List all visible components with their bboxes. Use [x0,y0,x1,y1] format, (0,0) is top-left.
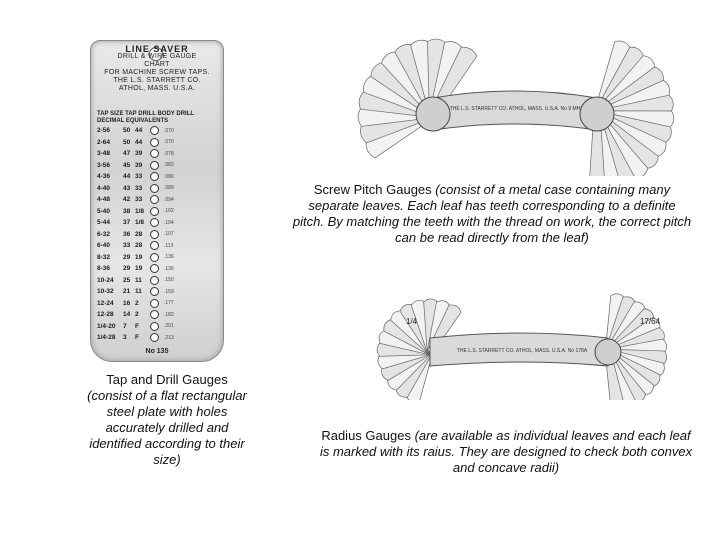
plate-tap-drill: 47 [123,150,131,158]
plate-tap-drill: 38 [123,207,131,215]
plate-body-drill: 39 [135,161,143,169]
plate-drill-hole [150,333,159,342]
plate-decimal: .136 [164,265,174,272]
plate-tap-size: 10-24 [97,276,114,284]
plate-row [97,194,217,206]
plate-row [97,332,217,344]
plate-drill-hole [150,172,159,181]
col-tap-drill: TAP DRILL [125,111,156,117]
plate-drill-hole [150,218,159,227]
radius-leaf-label-left: 1/4 [406,317,418,326]
plate-body-drill: 33 [135,196,143,204]
plate-row [97,206,217,218]
plate-drill-hole [150,126,159,135]
plate-decimal: .113 [164,242,174,249]
plate-body-drill: 28 [135,242,143,250]
plate-drill-hole [150,322,159,331]
plate-row [97,252,217,264]
plate-body-drill: F [135,322,139,330]
plate-tap-drill: 42 [123,196,131,204]
plate-tap-size: 3-56 [97,161,111,169]
plate-tap-size: 5-44 [97,219,111,227]
plate-tap-size: 12-28 [97,311,114,319]
plate-tap-drill: 50 [123,138,131,146]
plate-line5: ATHOL, MASS. U.S.A. [118,85,196,92]
plate-tap-drill: 50 [123,127,131,135]
plate-tap-drill: 3 [123,334,127,342]
plate-body-drill: 44 [135,138,143,146]
plate-line2: CHART [144,61,170,68]
plate-body-drill: 11 [135,276,142,284]
plate-decimal: .150 [164,277,174,284]
pitch-pivot-left [416,97,450,131]
plate-line1: DRILL & WIRE GAUGE [117,53,197,60]
tap-drill-gauge-image [90,40,224,362]
plate-drill-hole [150,149,159,158]
pitch-caption-title: Screw Pitch Gauges [313,182,432,197]
radius-leaf-label-right: 17/64 [640,317,661,326]
plate-decimal: .089 [164,185,174,192]
plate-body-drill: 19 [135,253,143,261]
pitch-caption-desc: (consist of a metal case containing many separate leaves. Each leaf has teeth corresponding to a definite pitch. By matching the teeth with the thread on work, the correct pitch can be read directly from the leaf) [292,182,692,245]
plate-tap-drill: 7 [123,322,127,330]
plate-row [97,125,217,137]
plate-drill-hole [150,276,159,285]
tap-drill-caption [82,372,252,468]
plate-drill-hole [150,195,159,204]
plate-tap-size: 3-48 [97,150,111,158]
plate-row [97,321,217,333]
plate-tap-size: 10-32 [97,288,114,296]
plate-column-headers [97,111,217,125]
plate-tap-drill: 43 [123,184,131,192]
plate-decimal: .201 [164,323,174,330]
plate-drill-hole [150,310,159,319]
plate-tap-size: 4-48 [97,196,111,204]
plate-decimal: .182 [164,311,174,318]
plate-tap-size: 8-32 [97,253,111,261]
plate-line3: FOR MACHINE SCREW TAPS. [104,69,210,76]
pitch-gauge-drawing [355,36,681,176]
plate-decimal: .070 [164,139,174,146]
plate-tap-drill: 14 [123,311,131,319]
plate-row [97,160,217,172]
plate-drill-hole [150,264,159,273]
plate-body-drill: 1/8 [135,219,145,227]
plate-line4: THE L.S. STARRETT CO. [113,77,201,84]
plate-body-drill: 2 [135,311,139,319]
plate-tap-drill: 37 [123,219,131,227]
plate-decimal: .213 [164,334,174,341]
plate-tap-size: 4-36 [97,173,111,181]
plate-row [97,229,217,241]
plate-tap-drill: 16 [123,299,131,307]
plate-brand: LINE SAVER [125,44,189,54]
plate-row [97,275,217,287]
col-decimal: DECIMAL EQUIVALENTS [97,118,169,124]
radius-pivot-right [595,339,621,365]
screw-pitch-gauge-image [355,36,681,176]
plate-tap-size: 1/4-28 [97,334,116,342]
plate-body-drill: 44 [135,127,143,135]
plate-drill-hole [150,161,159,170]
plate-model-number: No 135 [145,348,169,355]
plate-tap-size: 8-36 [97,265,111,273]
plate-row [97,298,217,310]
pitch-case-text: THE L.S. STARRETT CO. ATHOL, MASS. U.S.A. No 9 MH [449,106,581,112]
plate-tap-drill: 44 [123,173,131,181]
plate-body-drill: 39 [135,150,143,158]
plate-drill-hole [150,207,159,216]
plate-drill-hole [150,138,159,147]
radius-caption-desc: (are available as individual leaves and each leaf is marked with its raius. They are designed to check both convex and concave radii) [319,428,693,475]
plate-body-drill: 19 [135,265,143,273]
plate-body-drill: 2 [135,299,139,307]
plate-decimal: .070 [164,127,174,134]
plate-tap-drill: 25 [123,276,131,284]
tap-caption-title: Tap and Drill Gauges [106,372,228,387]
plate-header [91,45,223,93]
plate-body-drill: F [135,334,139,342]
plate-body-drill: 33 [135,184,143,192]
plate-row [97,137,217,149]
radius-caption-title: Radius Gauges [321,428,411,443]
plate-tap-drill: 21 [123,288,131,296]
plate-row [97,263,217,275]
radius-case-text: THE L.S. STARRETT CO. ATHOL, MASS. U.S.A. No 178A [456,348,588,354]
plate-row [97,240,217,252]
plate-tap-drill: 33 [123,242,131,250]
plate-tap-size: 6-40 [97,242,111,250]
tap-caption-desc: (consist of a flat rectangular steel plate with holes accurately drilled and identified according to their size) [87,388,247,467]
radius-caption [316,428,696,476]
radius-gauge-image [372,290,678,400]
plate-drill-hole [150,287,159,296]
plate-drill-hole [150,184,159,193]
plate-decimal: .136 [164,254,174,261]
plate-row [97,286,217,298]
plate-tap-drill: 36 [123,230,131,238]
plate-body-drill: 1/8 [135,207,145,215]
plate-row [97,309,217,321]
plate-body-drill: 33 [135,173,143,181]
radius-gauge-drawing [372,290,678,400]
plate-tap-drill: 29 [123,253,131,261]
plate-decimal: .086 [164,173,174,180]
plate-tap-drill: 45 [123,161,131,169]
plate-tap-size: 1/4-20 [97,322,116,330]
plate-decimal: .078 [164,150,174,157]
plate-row [97,171,217,183]
plate-decimal: .107 [164,231,174,238]
plate-decimal: .104 [164,219,174,226]
pitch-pivot-right [580,97,614,131]
plate-drill-hole [150,253,159,262]
plate-body-drill: 11 [135,288,142,296]
plate-tap-size: 5-40 [97,207,111,215]
plate-decimal: .159 [164,288,174,295]
plate-tap-size: 4-40 [97,184,111,192]
plate-drill-hole [150,299,159,308]
col-body-drill: BODY DRILL [157,111,195,117]
plate-tap-size: 6-32 [97,230,111,238]
plate-decimal: .102 [164,208,174,215]
plate-row [97,183,217,195]
plate-rows [97,125,217,344]
screw-pitch-caption [292,182,692,246]
col-tap-size: TAP SIZE [97,111,124,117]
plate-tap-size: 2-56 [97,127,111,135]
plate-row [97,217,217,229]
plate-tap-size: 2-64 [97,138,111,146]
plate-tap-size: 12-24 [97,299,114,307]
plate-decimal: .082 [164,162,174,169]
plate-tap-drill: 29 [123,265,131,273]
plate-drill-hole [150,241,159,250]
plate-body-drill: 28 [135,230,143,238]
plate-row [97,148,217,160]
plate-decimal: .177 [164,300,174,307]
plate-drill-hole [150,230,159,239]
plate-decimal: .094 [164,196,174,203]
